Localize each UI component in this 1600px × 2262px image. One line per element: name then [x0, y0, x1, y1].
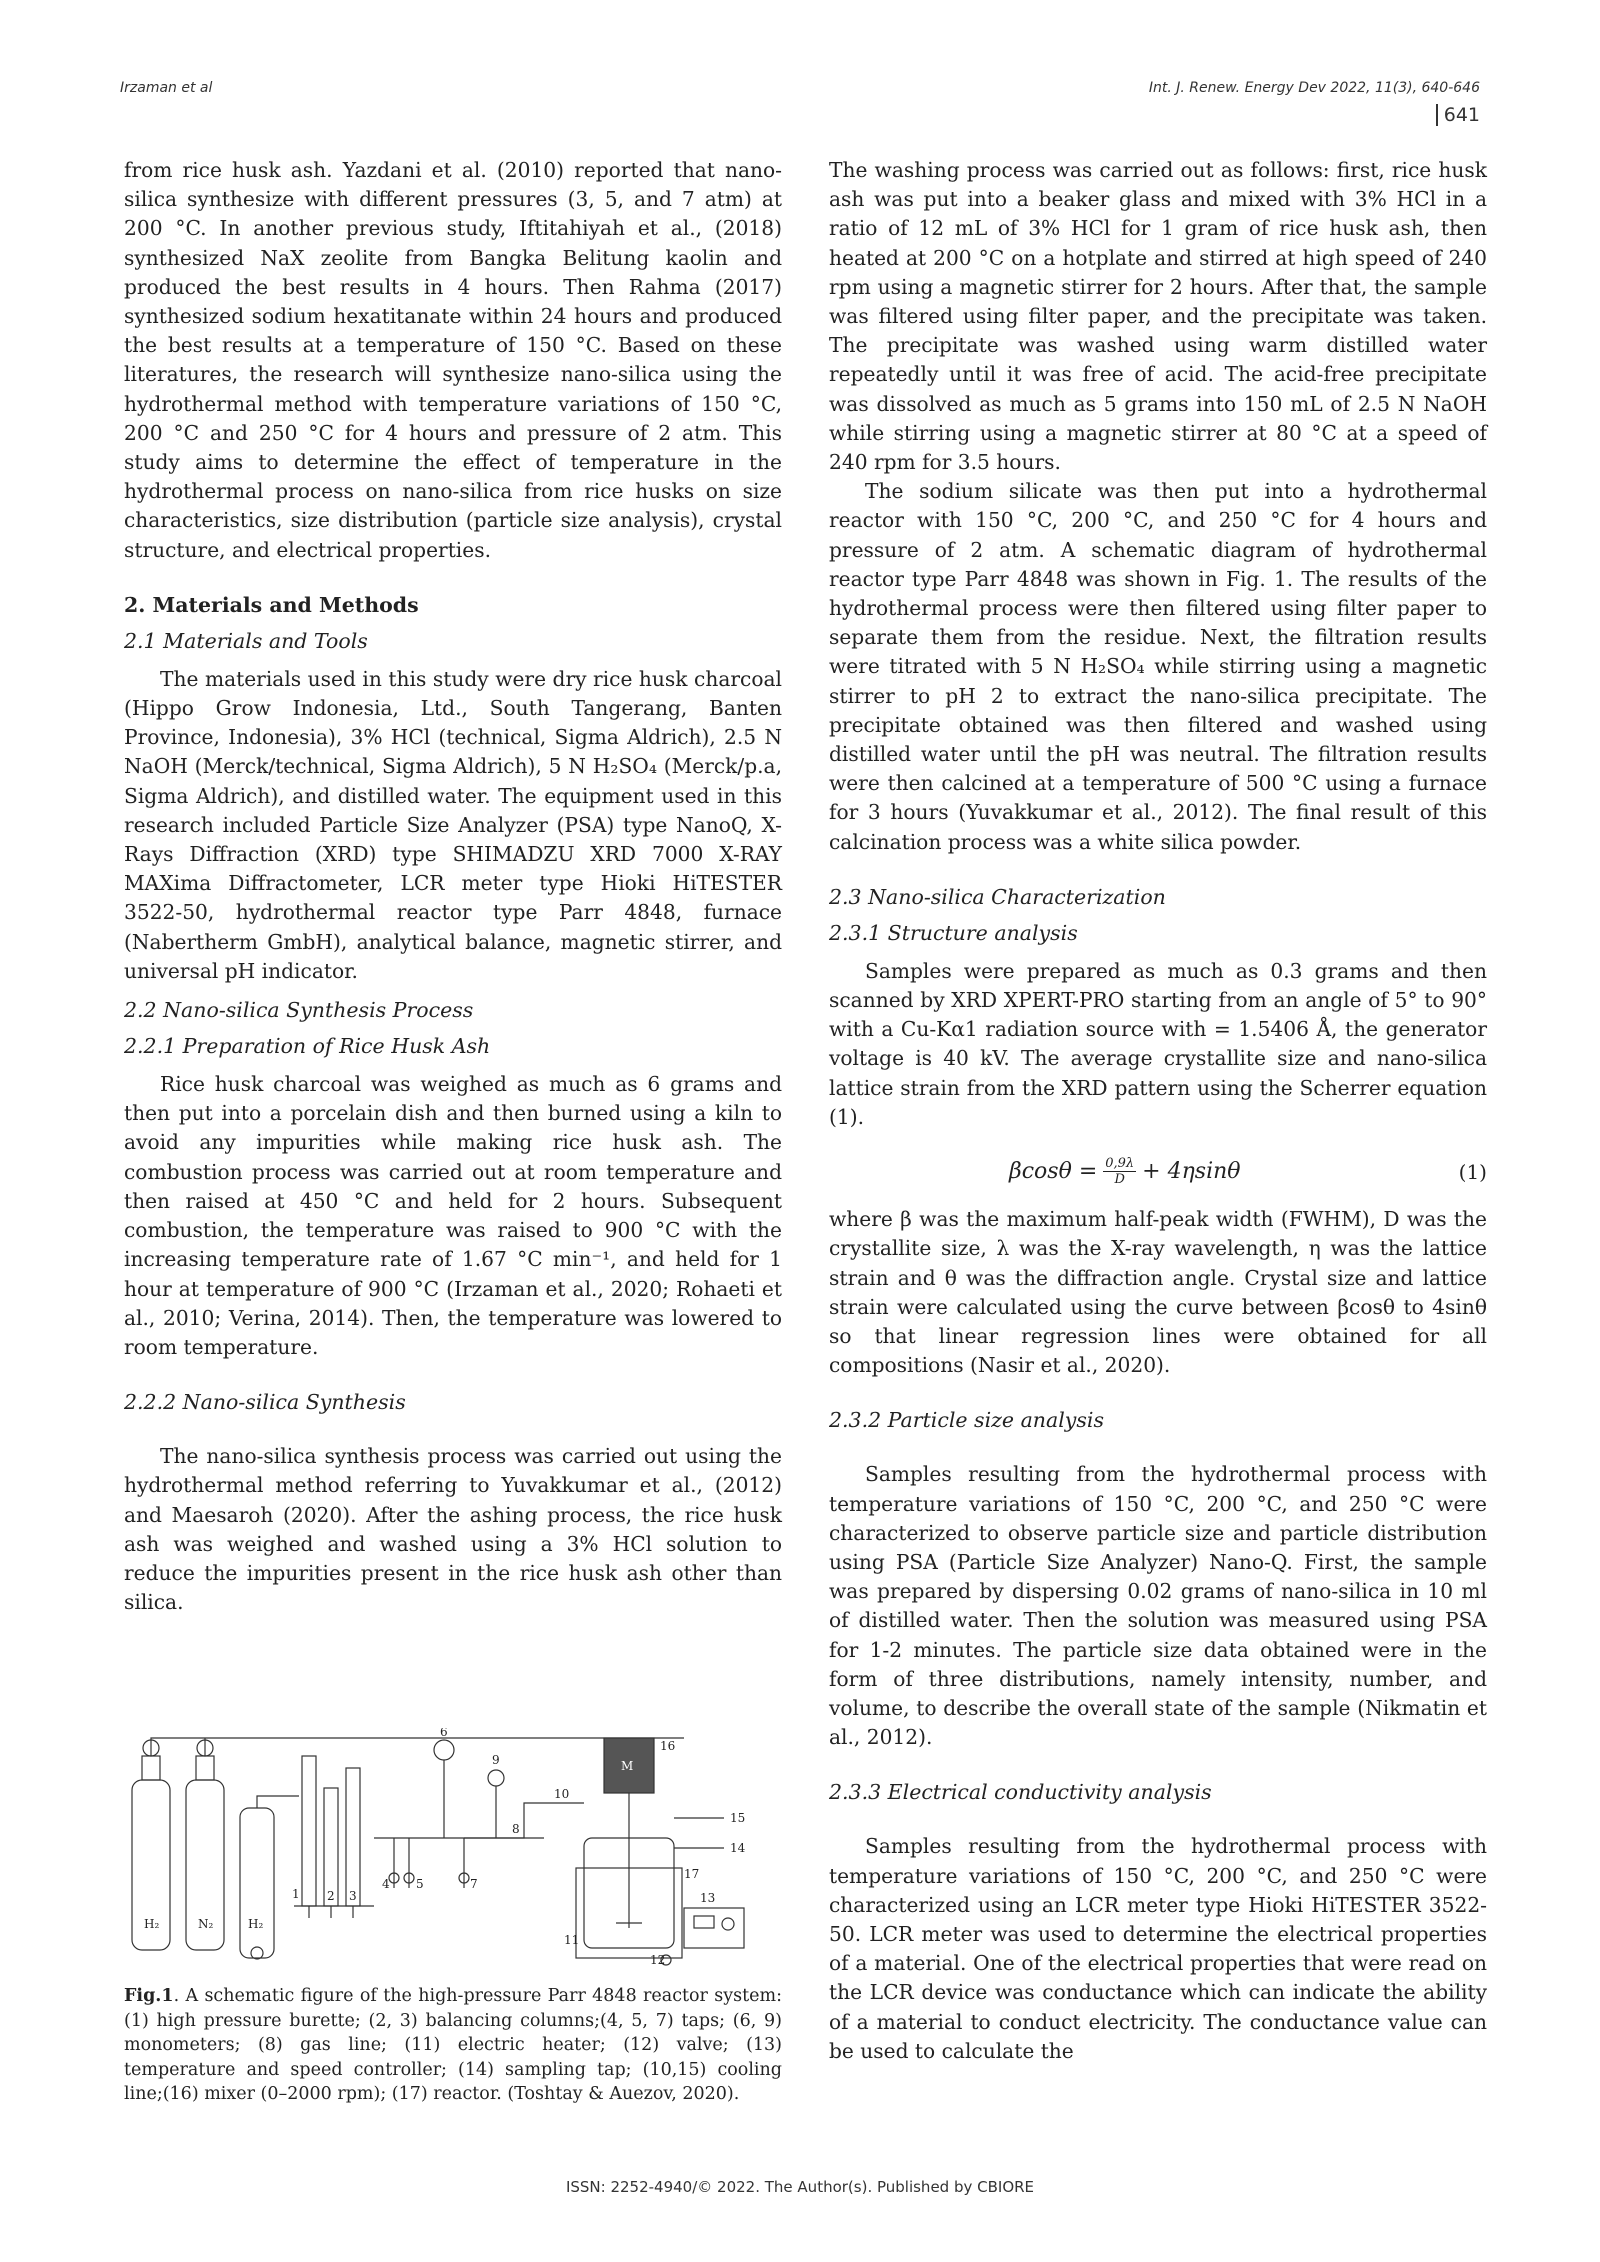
- equation-left: βcosθ =: [1009, 1159, 1098, 1185]
- subsection-heading-structure-analysis: 2.3.1 Structure analysis: [829, 920, 1078, 945]
- h2-cylinder-2: [240, 1808, 274, 1959]
- scherrer-equation: [829, 1156, 1487, 1187]
- svg-text:14: 14: [730, 1841, 746, 1855]
- running-header-journal: Int. J. Renew. Energy Dev 2022, 11(3), 640-646: [1148, 80, 1480, 96]
- equation-number: (1): [1458, 1159, 1487, 1184]
- burette: [302, 1756, 316, 1906]
- section-heading-materials-methods: 2. Materials and Methods: [124, 592, 419, 617]
- figure-caption: [124, 1984, 782, 2107]
- manometer-6: [434, 1740, 454, 1760]
- svg-text:8: 8: [512, 1822, 520, 1836]
- subsection-heading-synthesis-process: 2.2 Nano-silica Synthesis Process: [124, 998, 474, 1023]
- running-header-authors: Irzaman et al: [120, 80, 213, 96]
- equation-right: + 4ηsinθ: [1142, 1159, 1241, 1185]
- equation-fraction: [1103, 1156, 1136, 1187]
- svg-text:15: 15: [730, 1811, 746, 1825]
- subsection-heading-rice-husk-ash: 2.2.1 Preparation of Rice Husk Ash: [124, 1034, 491, 1059]
- svg-text:6: 6: [440, 1728, 448, 1739]
- svg-text:N₂: N₂: [198, 1917, 214, 1931]
- svg-text:2: 2: [327, 1889, 335, 1903]
- figure-caption-text: . A schematic figure of the high-pressure Parr 4848 reactor system: (1) high pressure burette; (2, 3) balancing columns;(4, 5, 7) taps; (6, 9) monometers; (8) gas line; (11) electric heater; (12) valve; (13) temperature and speed controller; (14) sampling tap; (10,15) cooling line;(16) mixer (0–2000 rpm); (17) reactor. (Toshtay & Auezov, 2020).: [124, 1986, 782, 2104]
- paragraph-washing-process: The washing process was carried out as follows: first, rice husk ash was put into a beaker glass and mixed with 3% HCl in a ratio of 12 mL of 3% HCl for 1 gram of rice husk ash, then heated at 200 °C on a hotplate and stirred at high speed of 240 rpm using a magnetic stirrer for 2 hours. After that, the sample was filtered using filter paper, and the precipitate was taken. The precipitate was washed using warm distilled water repeatedly until it was free of acid. The acid-free precipitate was dissolved as much as 5 grams into 150 mL of 2.5 N NaOH while stirring using a magnetic stirrer at 80 °C at a speed of 240 rpm for 3.5 hours.: [829, 158, 1487, 475]
- svg-text:5: 5: [416, 1877, 424, 1891]
- page-number: 641: [1436, 104, 1480, 126]
- paragraph-equation-terms: where β was the maximum half-peak width (FWHM), D was the crystallite size, λ was the X-ray wavelength, η was the lattice strain and θ was the diffraction angle. Crystal size and lattice strain were calculated using the curve between βcosθ to 4sinθ so that linear regression lines were obtained for all compositions (Nasir et al., 2020).: [829, 1207, 1487, 1378]
- subsection-heading-materials-tools: 2.1 Materials and Tools: [124, 628, 368, 653]
- page-footer: ISSN: 2252-4940/© 2022. The Author(s). Published by CBIORE: [565, 2178, 1035, 2196]
- svg-text:10: 10: [554, 1787, 570, 1801]
- paragraph-intro-continued: from rice husk ash. Yazdani et al. (2010) reported that nano-silica synthesize with different pressures (3, 5, and 7 atm) at 200 °C. In another previous study, Iftitahiyah et al., (2018) synthesized NaX zeolite from Bangka Belitung kaolin and produced the best results in 4 hours. Then Rahma (2017) synthesized sodium hexatitanate within 24 hours and produced the best results at a temperature of 150 °C. Based on these literatures, the research will synthesize nano-silica using the hydrothermal method with temperature variations of 150 °C, 200 °C and 250 °C for 4 hours and pressure of 2 atm. This study aims to determine the effect of temperature in the hydrothermal process on nano-silica from rice husks on size characteristics, size distribution (particle size analysis), crystal structure, and electrical properties.: [124, 158, 782, 562]
- svg-text:3: 3: [349, 1889, 357, 1903]
- paragraph-sodium-silicate: The sodium silicate was then put into a hydrothermal reactor with 150 °C, 200 °C, and 250 °C for 4 hours and pressure of 2 atm. A schematic diagram of hydrothermal reactor type Parr 4848 was shown in Fig. 1. The results of the hydrothermal process were then filtered using filter paper to separate them from the residue. Next, the filtration results were titrated with 5 N H₂SO₄ while stirring using a magnetic stirrer to pH 2 to extract the nano-silica precipitate. The precipitate obtained was then filtered and washed using distilled water until the pH was neutral. The filtration results were then calcined at a temperature of 500 °C using a furnace for 3 hours (Yuvakkumar et al., 2012). The final result of this calcination process was a white silica powder.: [829, 479, 1487, 854]
- svg-text:9: 9: [492, 1753, 500, 1767]
- svg-text:12: 12: [650, 1953, 666, 1967]
- svg-text:11: 11: [564, 1933, 580, 1947]
- paragraph-structure-analysis: Samples were prepared as much as 0.3 grams and then scanned by XRD XPERT-PRO starting from an angle of 5° to 90° with a Cu-Kα1 radiation source with = 1.5406 Å, the generator voltage is 40 kV. The average crystallite size and nano-silica lattice strain from the XRD pattern using the Scherrer equation (1).: [829, 958, 1487, 1129]
- svg-text:M: M: [621, 1759, 634, 1773]
- manometer-9: [488, 1770, 504, 1786]
- svg-text:13: 13: [700, 1891, 716, 1905]
- balancing-column-3: [346, 1768, 360, 1906]
- subsection-heading-characterization: 2.3 Nano-silica Characterization: [829, 884, 1166, 909]
- paragraph-electrical-conductivity: Samples resulting from the hydrothermal process with temperature variations of 150 °C, 200 °C, and 250 °C were characterized using an LCR meter type Hioki HiTESTER 3522-50. LCR meter was used to determine the electrical properties of a material. One of the electrical properties that were read on the LCR device was conductance which can indicate the ability of a material to conduct electricity. The conductance value can be used to calculate the: [829, 1834, 1487, 2063]
- subsection-heading-electrical-conductivity: 2.3.3 Electrical conductivity analysis: [829, 1780, 1212, 1805]
- svg-text:H₂: H₂: [248, 1917, 264, 1931]
- equation-numerator: 0,9λ: [1105, 1156, 1135, 1172]
- reactor-schematic-figure: [124, 1728, 782, 1974]
- subsection-heading-nano-silica-synthesis: 2.2.2 Nano-silica Synthesis: [124, 1390, 406, 1415]
- svg-text:H₂: H₂: [144, 1917, 160, 1931]
- paragraph-nano-silica-synthesis: The nano-silica synthesis process was carried out using the hydrothermal method referring to Yuvakkumar et al., (2012) and Maesaroh (2020). After the ashing process, the rice husk ash was weighed and washed using a 3% HCl solution to reduce the impurities present in the rice husk ash other than silica.: [124, 1444, 782, 1615]
- right-column: [829, 156, 1487, 2066]
- svg-text:17: 17: [684, 1867, 700, 1881]
- equation-denominator: D: [1114, 1172, 1125, 1188]
- figure-caption-lead: Fig.1: [124, 1986, 174, 2006]
- svg-text:16: 16: [660, 1739, 676, 1753]
- left-column: [124, 156, 782, 1617]
- paragraph-materials: The materials used in this study were dry rice husk charcoal (Hippo Grow Indonesia, Ltd., South Tangerang, Banten Province, Indonesia), 3% HCl (technical, Sigma Aldrich), 2.5 N NaOH (Merck/technical, Sigma Aldrich), 5 N H₂SO₄ (Merck/p.a, Sigma Aldrich), and distilled water. The equipment used in this research included Particle Size Analyzer (PSA) type NanoQ, X-Rays Diffraction (XRD) type SHIMADZU XRD 7000 X-RAY MAXima Diffractometer, LCR meter type Hioki HiTESTER 3522-50, hydrothermal reactor type Parr 4848, furnace (Nabertherm GmbH), analytical balance, magnetic stirrer, and universal pH indicator.: [124, 666, 782, 983]
- svg-text:7: 7: [470, 1877, 478, 1891]
- subsection-heading-particle-size: 2.3.2 Particle size analysis: [829, 1408, 1104, 1433]
- svg-text:1: 1: [292, 1887, 300, 1901]
- paragraph-rice-husk-ash: Rice husk charcoal was weighed as much as 6 grams and then put into a porcelain dish and then burned using a kiln to avoid any impurities while making rice husk ash. The combustion process was carried out at room temperature and then raised at 450 °C and held for 2 hours. Subsequent combustion, the temperature was raised to 900 °C with the increasing temperature rate of 1.67 °C min⁻¹, and held for 1 hour at temperature of 900 °C (Irzaman et al., 2020; Rohaeti et al., 2010; Verina, 2014). Then, the temperature was lowered to room temperature.: [124, 1072, 782, 1359]
- paragraph-particle-size: Samples resulting from the hydrothermal process with temperature variations of 150 °C, 200 °C, and 250 °C were characterized to observe particle size and particle distribution using PSA (Particle Size Analyzer) Nano-Q. First, the sample was prepared by dispersing 0.02 grams of nano-silica in 10 ml of distilled water. Then the solution was measured using PSA for 1-2 minutes. The particle size data obtained were in the form of three distributions, namely intensity, number, and volume, to describe the overall state of the sample (Nikmatin et al., 2012).: [829, 1462, 1487, 1750]
- svg-text:4: 4: [382, 1877, 390, 1891]
